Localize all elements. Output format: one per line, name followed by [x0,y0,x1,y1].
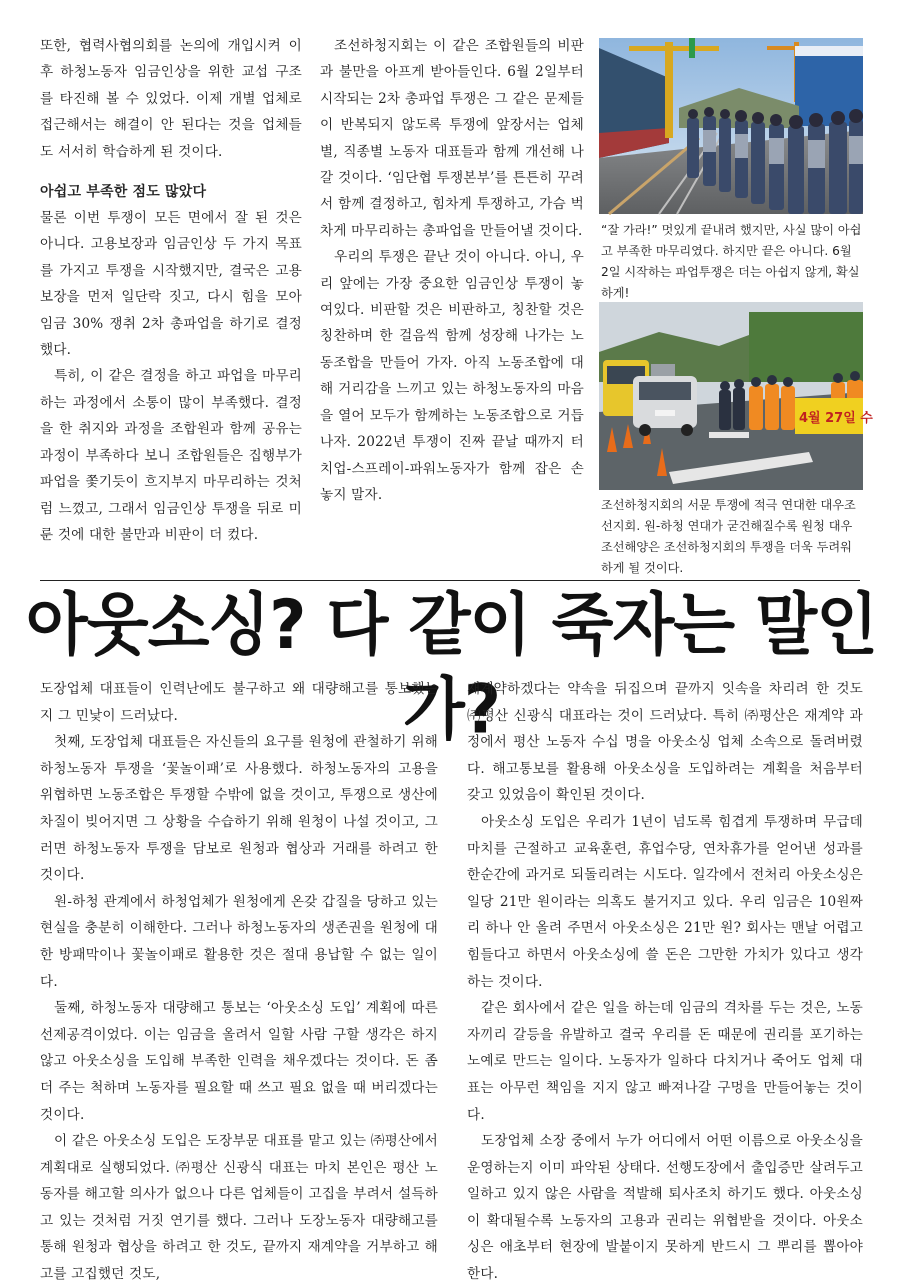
paragraph: 도장업체 소장 중에서 누가 어디에서 어떤 이름으로 아웃소싱을 운영하는지 이미 파악된 상태다. 선행도장에서 출입증만 살려두고 일하고 있지 않은 사람을 적발해 퇴사조치 하기도 했다. 아웃소싱이 확대될수록 노동자의 고용과 권리는 위협받을 것이다. 아웃소싱은 애초부터 현장에 발붙이지 못하게 반드시 그 뿌리를 뽑아야 한다. [467,1133,863,1283]
article-column-2 [320,33,584,508]
paragraph: 도장업체 대표들이 인력난에도 불구하고 왜 대량해고를 통보했는지 그 민낯이 드러났다. [40,681,438,724]
paragraph: 조선하청지회는 이 같은 조합원들의 비판과 불만을 아프게 받아들인다. 6월 2일부터 시작되는 2차 총파업 투쟁은 그 같은 문제들이 반복되지 않도록 투쟁에 앞장서는 업체별, 직종별 노동자 대표들과 함께 개선해 나갈 것이다. ‘임단협 투쟁본부’를 튼튼히 꾸려서 함께 결정하고, 힘차게 투쟁하고, 가슴 벅차게 마무리하는 총파업을 만들어낼 것이다. [320,38,584,239]
photo-caption: 조선하청지회의 서문 투쟁에 적극 연대한 대우조선지회. 원-하청 연대가 굳건해질수록 원청 대우조선해양은 조선하청지회의 투쟁을 더욱 두려워하게 될 것이다. [601,498,856,575]
paragraph: 첫째, 도장업체 대표들은 자신들의 요구를 원청에 관철하기 위해 하청노동자 투쟁을 ‘꽃놀이패’로 사용했다. 하청노동자의 고용을 위협하면 노동조합은 투쟁할 수밖에 없을 것이고, 투쟁으로 생산에 차질이 빚어지면 그 상황을 수습하기 위해 원청이 나설 것이고, 그러면 하청노동자 투쟁을 담보로 원청과 협상과 거래를 하려고 한 것이다. [40,734,438,884]
photo-caption: “잘 가라!” 멋있게 끝내려 했지만, 사실 많이 아쉽고 부족한 마무리였다. 하지만 끝은 아니다. 6월 2일 시작하는 파업투쟁은 더는 아쉽지 않게, 확실하게! [601,223,862,300]
section-divider [40,580,860,581]
paragraph: 재계약하겠다는 약속을 뒤집으며 끝까지 잇속을 차리려 한 것도 ㈜평산 신광식 대표라는 것이 드러났다. 특히 ㈜평산은 재계약 과정에서 평산 노동자 수십 명을 아웃소싱 업체 소속으로 돌려버렸다. 해고통보를 활용해 아웃소싱을 도입하려는 계획을 처음부터 갖고 있었음이 확인된 것이다. [467,681,863,804]
photo-solidarity-rally [599,302,873,490]
article-column-3 [40,676,438,1288]
paragraph: 같은 회사에서 같은 일을 하는데 임금의 격차를 두는 것은, 노동자끼리 갈등을 유발하고 결국 우리를 돈 때문에 권리를 포기하는 노예로 만드는 일이다. 노동자가 일하다 다치거나 죽어도 업체 대표는 아무런 책임을 지지 않고 빠져나갈 구멍을 만들어놓는 것이다. [467,1000,863,1123]
section-heading: 아쉽고 부족한 점도 많았다 [40,184,207,201]
paragraph: 아웃소싱 도입은 우리가 1년이 넘도록 힘겹게 투쟁하며 무급데마치를 근절하고 교육훈련, 휴업수당, 연차휴가를 얻어낸 성과를 한순간에 과거로 되돌리려는 시도다. 일각에서 전처리 아웃소싱은 일당 21만 원이라는 의혹도 불거지고 있다. 우리 임금은 10원짜리 하나 안 올려 주면서 아웃소싱은 21만 원? 회사는 맨날 어렵고 힘들다고 하면서 아웃소싱에 쓸 돈은 그만한 가치가 있다고 생각하는 것이다. [467,813,863,990]
paragraph: 둘째, 하청노동자 대량해고 통보는 ‘아웃소싱 도입’ 계획에 따른 선제공격이었다. 이는 임금을 올려서 일할 사람 구할 생각은 하지 않고 아웃소싱을 도입해 부족한 인력을 채우겠다는 것이다. 돈 좀 더 주는 척하며 노동자를 필요할 때 쓰고 필요 없을 때 버리겠다는 것이다. [40,1000,438,1123]
article-column-1 [40,33,302,548]
paragraph: 또한, 협력사협의회를 논의에 개입시켜 이후 하청노동자 임금인상을 위한 교섭 구조를 타진해 볼 수 있었다. 이제 개별 업체로 접근해서는 해결이 안 된다는 것을 업체들도 서서히 학습하게 된 것이다. [40,38,302,160]
photo-shipyard-workers [599,38,863,214]
paragraph: 우리의 투쟁은 끝난 것이 아니다. 아니, 우리 앞에는 가장 중요한 임금인상 투쟁이 놓여있다. 비판할 것은 비판하고, 칭찬할 것은 칭찬하며 한 걸음씩 함께 성장해 나가는 노동조합을 만들어 가자. 아직 노동조합에 대해 거리감을 느끼고 있는 하청노동자의 마음을 열어 모두가 함께하는 노동조합으로 거듭나자. 2022년 투쟁이 진짜 끝날 때까지 터치업-스프레이-파워노동자가 함께 잡은 손 놓지 말자. [320,249,584,503]
rally-banner-text: 4월 27일 수 [799,411,873,426]
headline: 아웃소싱? 다 같이 죽자는 말인가? [25,586,878,750]
article-column-4 [467,676,863,1288]
paragraph: 원-하청 관계에서 하청업체가 원청에게 온갖 갑질을 당하고 있는 현실을 충분히 이해한다. 그러나 하청노동자의 생존권을 원청에 대한 방패막이나 꽃놀이패로 활용한 것은 절대 용납할 수 없는 일이다. [40,893,438,990]
paragraph: 특히, 이 같은 결정을 하고 파업을 마무리하는 과정에서 소통이 많이 부족했다. 결정을 한 취지와 과정을 조합원과 함께 공유는 과정이 부족하다 보니 조합원들은 집행부가 파업을 쫓기듯이 흐지부지 마무리하는 것처럼 느꼈고, 그래서 임금인상 투쟁을 뒤로 미룬 것에 대한 불만과 비판이 더 컸다. [40,368,302,543]
paragraph: 물론 이번 투쟁이 모든 면에서 잘 된 것은 아니다. 고용보장과 임금인상 두 가지 목표를 가지고 투쟁을 시작했지만, 결국은 고용보장을 먼저 일단락 짓고, 다시 힘을 모아 임금 30% 쟁취 2차 총파업을 하기로 결정했다. [40,210,302,359]
paragraph: 이 같은 아웃소싱 도입은 도장부문 대표를 맡고 있는 ㈜평산에서 계획대로 실행되었다. ㈜평산 신광식 대표는 마치 본인은 평산 노동자를 해고할 의사가 없으나 다른 업체들이 고집을 부려서 설득하고 있는 것처럼 거짓 연기를 했다. 그러나 도장노동자 대량해고를 통해 원청과 협상을 하려고 한 것도, 끝까지 재계약을 거부하고 해고를 고집했던 것도, [40,1133,438,1283]
